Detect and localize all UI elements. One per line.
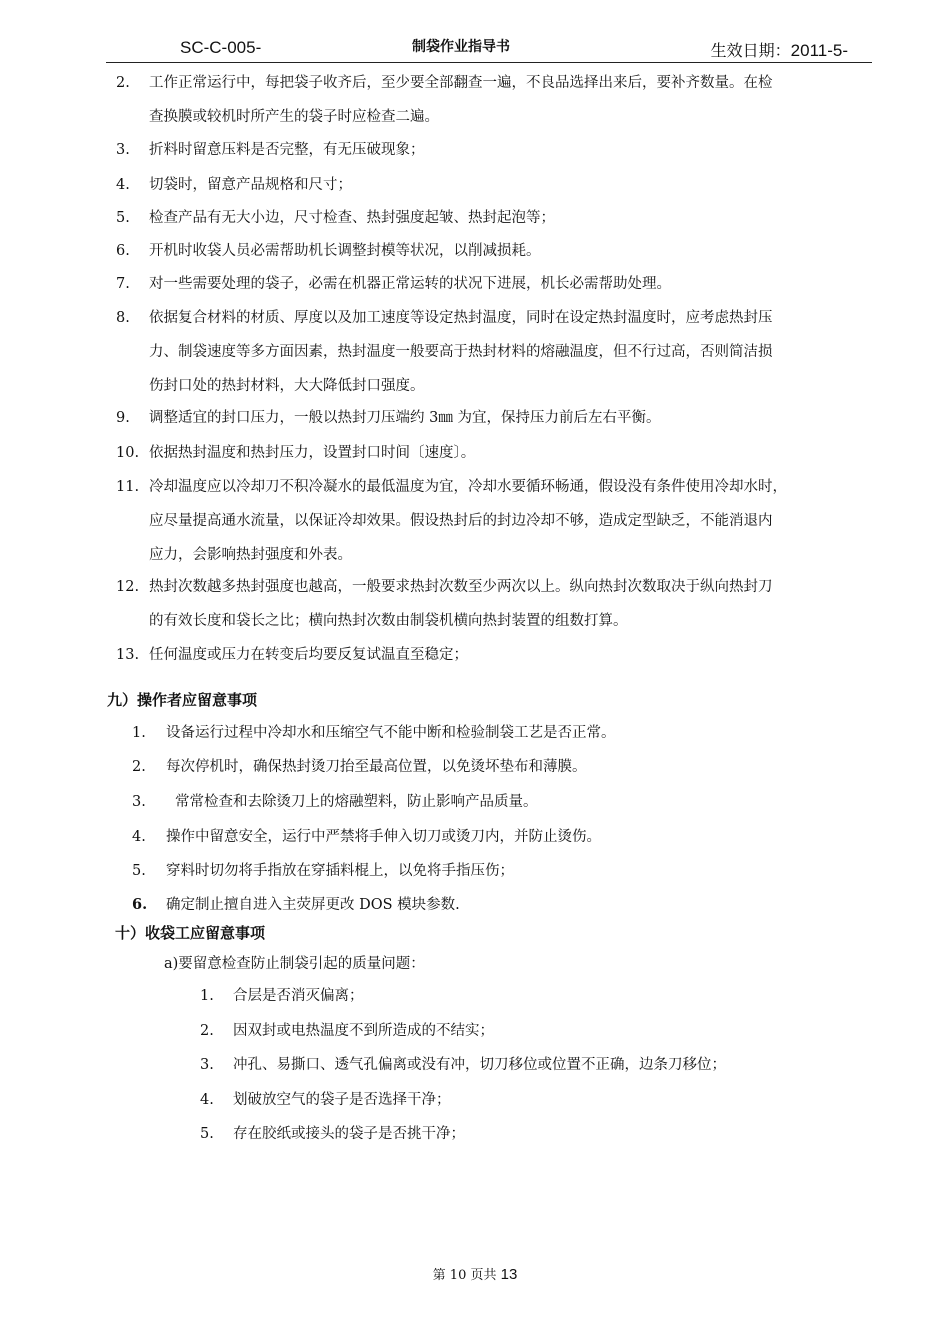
list-item-number: 4. — [132, 829, 146, 845]
list-item-line: 冷却温度应以冷却刀不积冷凝水的最低温度为宜，冷却水要循环畅通，假设没有条件使用冷却水时， — [149, 479, 787, 495]
list-item-line: 折料时留意压料是否完整，有无压破现象； — [149, 142, 425, 158]
list-item-text: 确定制止擅自进入主荧屏更改 DOS 模块参数. — [166, 897, 460, 913]
list-item-line: 应尽量提高通水流量，以保证冷却效果。假设热封后的封边冷却不够，造成定型缺乏，不能消退内 — [149, 513, 773, 529]
list-item-number: 2. — [200, 1023, 214, 1039]
list-item-text: 存在胶纸或接头的袋子是否挑干净； — [233, 1126, 465, 1142]
list-item-line: 检查产品有无大小边，尺寸检查、热封强度起皱、热封起泡等； — [149, 210, 555, 226]
list-item-line: 对一些需要处理的袋子，必需在机器正常运转的状况下进展，机长必需帮助处理。 — [149, 276, 671, 292]
list-item-text: 设备运行过程中冷却水和压缩空气不能中断和检验制袋工艺是否正常。 — [166, 725, 616, 741]
list-item-number: 1. — [200, 988, 214, 1004]
page-footer — [0, 1264, 950, 1283]
list-item-line: 热封次数越多热封强度也越高，一般要求热封次数至少两次以上。纵向热封次数取决于纵向热封刀 — [149, 579, 773, 595]
list-item-number: 5. — [132, 863, 146, 879]
list-item-line: 的有效长度和袋长之比；横向热封次数由制袋机横向热封装置的组数打算。 — [149, 613, 628, 629]
list-item-number: 3. — [132, 794, 146, 810]
list-item-text: 操作中留意安全，运行中严禁将手伸入切刀或烫刀内，并防止烫伤。 — [166, 829, 601, 845]
section-10-subtitle: a)要留意检查防止制袋引起的质量问题： — [164, 956, 425, 972]
list-item-number: 12. — [116, 579, 140, 595]
list-item-text: 划破放空气的袋子是否选择干净； — [233, 1092, 451, 1108]
list-item-line: 调整适宜的封口压力，一般以热封刀压端约 3㎜ 为宜，保持压力前后左右平衡。 — [149, 410, 661, 426]
section-10-title: 十）收袋工应留意事项 — [115, 924, 266, 942]
list-item-text: 冲孔、易撕口、透气孔偏离或没有冲，切刀移位或位置不正确，边条刀移位； — [233, 1057, 726, 1073]
list-item-number: 11. — [116, 479, 140, 495]
list-item-text: 每次停机时，确保热封烫刀抬至最高位置，以免烫坏垫布和薄膜。 — [166, 759, 587, 775]
list-item-line: 依据复合材料的材质、厚度以及加工速度等设定热封温度，同时在设定热封温度时，应考虑热封压 — [149, 310, 773, 326]
list-item-number: 3. — [116, 142, 130, 158]
list-item-line: 工作正常运行中，每把袋子收齐后，至少要全部翻查一遍，不良品选择出来后，要补齐数量。在检 — [149, 75, 773, 91]
list-item-line: 伤封口处的热封材料，大大降低封口强度。 — [149, 378, 425, 394]
list-item-number: 4. — [200, 1092, 214, 1108]
page-header — [106, 34, 872, 63]
effective-date — [711, 38, 848, 61]
list-item-number: 4. — [116, 177, 130, 193]
doc-title: 制袋作业指导书 — [412, 39, 510, 55]
list-item-line: 开机时收袋人员必需帮助机长调整封模等状况，以削减损耗。 — [149, 243, 541, 259]
list-item-number: 9. — [116, 410, 130, 426]
list-item-line: 依据热封温度和热封压力，设置封口时间〔速度〕。 — [149, 445, 476, 461]
list-item-text: 穿料时切勿将手指放在穿插料棍上，以免将手指压伤； — [166, 863, 514, 879]
list-item-line: 应力，会影响热封强度和外表。 — [149, 547, 352, 563]
list-item-line: 查换膜或较机时所产生的袋子时应检查二遍。 — [149, 109, 439, 125]
list-item-number: 2. — [132, 759, 146, 775]
list-item-line: 切袋时，留意产品规格和尺寸； — [149, 177, 352, 193]
list-item-number: 5. — [116, 210, 130, 226]
section-9-title: 九）操作者应留意事项 — [107, 691, 258, 709]
page-number-prefix: 第 10 页共 — [432, 1268, 497, 1283]
list-item-number: 5. — [200, 1126, 214, 1142]
list-item-text: 合层是否消灭偏离； — [233, 988, 364, 1004]
list-item-number: 3. — [200, 1057, 214, 1073]
list-item-line: 力、制袋速度等多方面因素，热封温度一般要高于热封材料的熔融温度，但不行过高，否则简洁损 — [149, 344, 773, 360]
list-item-number: 6. — [116, 243, 130, 259]
list-item-number: 2. — [116, 75, 130, 91]
list-item-number: 13. — [116, 647, 140, 663]
doc-code: SC-C-005- — [180, 38, 262, 57]
list-item-line: 任何温度或压力在转变后均要反复试温直至稳定； — [149, 647, 468, 663]
list-item-number: 10. — [116, 445, 140, 461]
list-item-number: 1. — [132, 725, 146, 741]
effective-date-value: 2011-5- — [790, 41, 848, 60]
list-item-number: 8. — [116, 310, 130, 326]
list-item-number: 7. — [116, 276, 130, 292]
list-item-number: 6. — [132, 896, 148, 913]
list-item-text: 因双封或电热温度不到所造成的不结实； — [233, 1023, 494, 1039]
list-item-text: 常常检查和去除烫刀上的熔融塑料，防止影响产品质量。 — [175, 794, 538, 810]
effective-date-label: 生效日期： — [710, 41, 791, 60]
page-total: 13 — [500, 1266, 518, 1283]
